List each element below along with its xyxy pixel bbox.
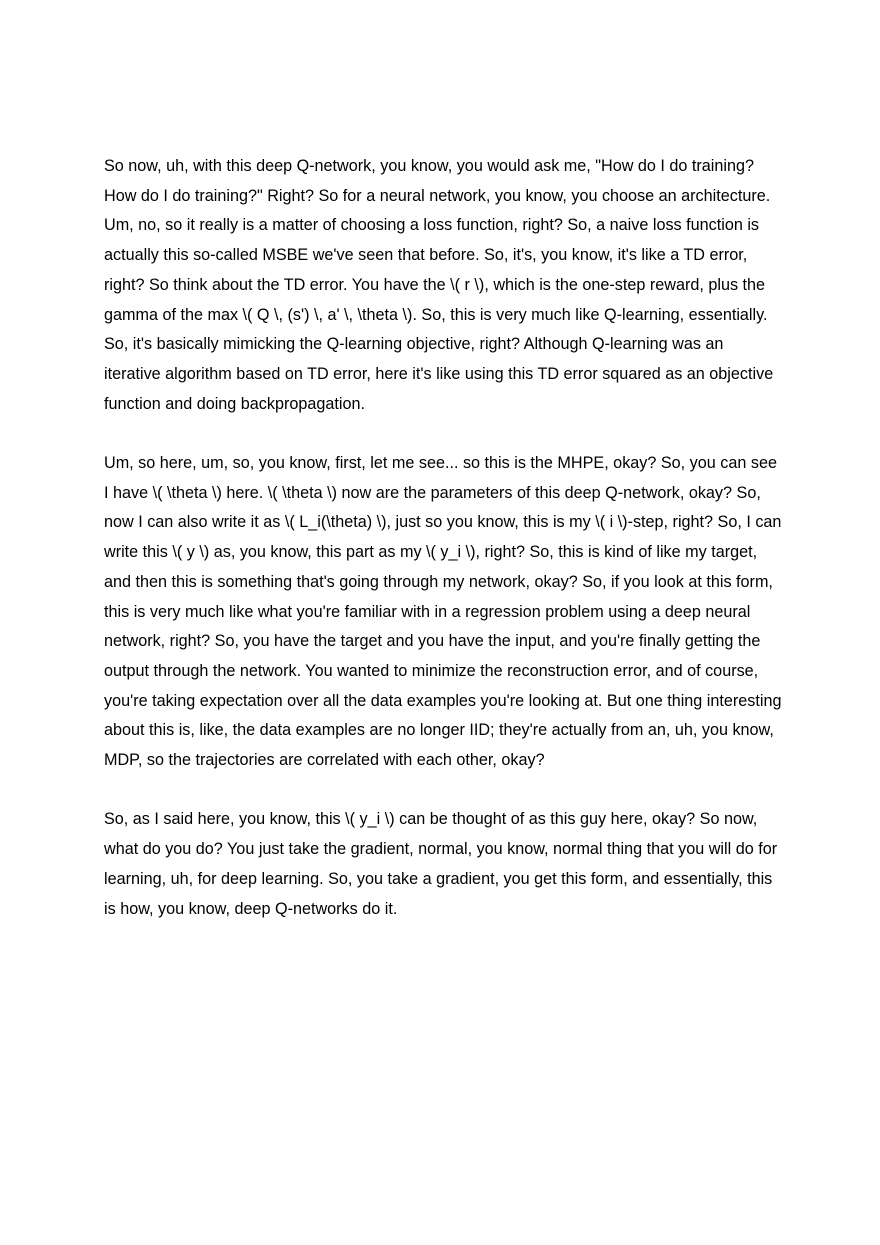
paragraph-2: Um, so here, um, so, you know, first, let me see... so this is the MHPE, okay? So, you can see I have \( \theta \) here. \( \theta \) now are the parameters of this deep Q-network, okay? So, now I can also write it as \( L_i(\theta) \), just so you know, this is my \( i \)-step, right? So, I can write this \( y \) as, you know, this part as my \( y_i \), right? So, this is kind of like my target, and then this is something that's going through my network, okay? So, if you look at this form, this is very much like what you're familiar with in a regression problem using a deep neural network, right? So, you have the target and you have the input, and you're finally getting the output through the network. You wanted to minimize the reconstruction error, and of course, you're taking expectation over all the data examples you're looking at. But one thing interesting about this is, like, the data examples are no longer IID; they're actually from an, uh, you know, MDP, so the trajectories are correlated with each other, okay?	[104, 454, 782, 770]
paragraph-1: So now, uh, with this deep Q-network, you know, you would ask me, "How do I do training? How do I do training?" Right? So for a neural network, you know, you choose an architecture. Um, no, so it really is a matter of choosing a loss function, right? So, a naive loss function is actually this so-called MSBE we've seen that before. So, it's, you know, it's like a TD error, right? So think about the TD error. You have the \( r \), which is the one-step reward, plus the gamma of the max \( Q \, (s') \, a' \, \theta \). So, this is very much like Q-learning, essentially. So, it's basically mimicking the Q-learning objective, right? Although Q-learning was an iterative algorithm based on TD error, here it's like using this TD error squared as an objective function and doing backpropagation.	[104, 157, 774, 413]
paragraph-3: So, as I said here, you know, this \( y_i \) can be thought of as this guy here, okay? So now, what do you do? You just take the gradient, normal, you know, normal thing that you will do for learning, uh, for deep learning. So, you take a gradient, you get this form, and essentially, this is how, you know, deep Q-networks do it.	[104, 810, 778, 918]
document-body	[104, 152, 784, 954]
